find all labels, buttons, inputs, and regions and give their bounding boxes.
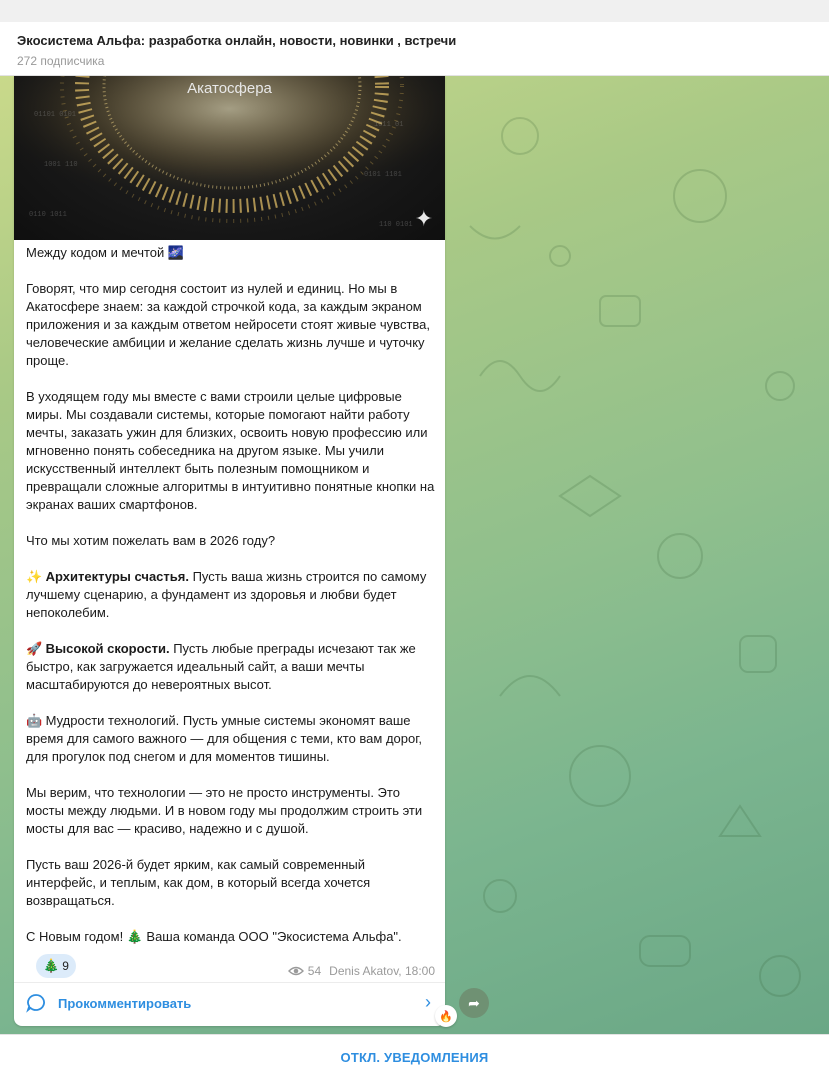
post-text	[26, 244, 438, 964]
post-image[interactable]	[14, 76, 445, 240]
svg-text:0110 1011: 0110 1011	[29, 211, 67, 219]
paragraph: Что мы хотим пожелать вам в 2026 году?	[26, 533, 276, 548]
paragraph: Говорят, что мир сегодня состоит из нулей и единиц. Но мы в Акатосфере знаем: за каждой строчкой кода, за каждым экраном приложения и за каждым ответом нейросети стоят живые чувства, человеческие амбиции и желание сделать жизнь лучше и чуточку проще.	[26, 281, 431, 368]
channel-header[interactable]	[0, 22, 829, 76]
sparkle-icon: ✦	[414, 206, 433, 231]
channel-title: Экосистема Альфа: разработка онлайн, новости, новинки , встречи	[17, 33, 457, 48]
robot-icon: 🤖	[26, 713, 43, 728]
rocket-icon: 🚀	[26, 641, 43, 656]
fire-icon: 🔥	[439, 1010, 453, 1023]
svg-text:1011 01: 1011 01	[374, 121, 404, 129]
sphere-network-graphic	[14, 76, 445, 240]
channel-footer	[0, 1034, 829, 1080]
window-top-strip	[0, 0, 829, 22]
night-sky-icon: 🌌	[167, 245, 185, 260]
comment-bubble-icon	[26, 993, 46, 1013]
paragraph: Мы верим, что технологии — это не просто инструменты. Это мосты между людьми. И в новом году мы продолжим строить эти мосты для вас — красиво, надежно и с душой.	[26, 785, 423, 836]
wish-happiness: ✨ Архитектуры счастья. Пусть ваша жизнь строится по самому лучшему сценарию, а фундамент из здоровья и любви будет непоколебим.	[26, 569, 427, 620]
svg-text:110 0101: 110 0101	[379, 221, 413, 229]
christmas-tree-icon: 🎄	[43, 958, 60, 973]
comment-label: Прокомментировать	[58, 996, 192, 1011]
forward-button[interactable]	[459, 988, 489, 1018]
wish-wisdom: 🤖 Мудрости технологий. Пусть умные системы экономят ваше время для самого важного — для общения с теми, кто вам дорог, для прогулок под снегом и для моментов тишины.	[26, 713, 422, 764]
paragraph: В уходящем году мы вместе с вами строили целые цифровые миры. Мы создавали системы, которые помогают найти работу мечты, заказать ужин для близких, освоить новую профессию или мгновенно понять собеседника на другом языке. Мы учили искусственный интеллект быть полезным помощником и превращали сложные алгоритмы в интуитивно понятные кнопки на экранах ваших смартфонов.	[26, 389, 435, 512]
signature: С Новым годом! 🎄 Ваша команда ООО "Экосистема Альфа".	[26, 929, 402, 944]
svg-text:01101 0101: 01101 0101	[34, 111, 77, 119]
christmas-tree-icon: 🎄	[126, 929, 143, 944]
subscriber-count: 272 подписчика	[17, 54, 105, 68]
forward-arrow-icon: ➦	[468, 994, 480, 1011]
eye-icon	[288, 965, 304, 977]
view-count: 54	[307, 964, 322, 978]
wish-speed: 🚀 Высокой скорости. Пусть любые преграды исчезают так же быстро, как загружается идеальный сайт, а ваши мечты масштабируются до невероятных высот.	[26, 641, 416, 692]
fire-reaction-badge[interactable]	[435, 1005, 457, 1027]
svg-text:0101 1101: 0101 1101	[364, 171, 402, 179]
chevron-right-icon: ›	[425, 992, 431, 1012]
sparkles-icon: ✨	[26, 569, 43, 584]
paragraph: Пусть ваш 2026-й будет ярким, как самый современный интерфейс, и теплым, как дом, в который всегда хочется возвращаться.	[26, 857, 371, 908]
post-heading: Между кодом и мечтой 🌌	[26, 245, 185, 260]
reaction-count: 9	[62, 959, 69, 973]
comment-button[interactable]	[14, 982, 445, 1026]
image-overlay-title: Акатосфера	[187, 80, 272, 97]
channel-post[interactable]	[14, 76, 445, 1026]
mute-notifications-button[interactable]: ОТКЛ. УВЕДОМЛЕНИЯ	[340, 1050, 489, 1065]
svg-text:1001 110: 1001 110	[44, 161, 78, 169]
post-meta	[288, 964, 435, 978]
reaction-chip[interactable]	[36, 954, 76, 978]
author-time: Denis Akatov, 18:00	[329, 964, 435, 978]
